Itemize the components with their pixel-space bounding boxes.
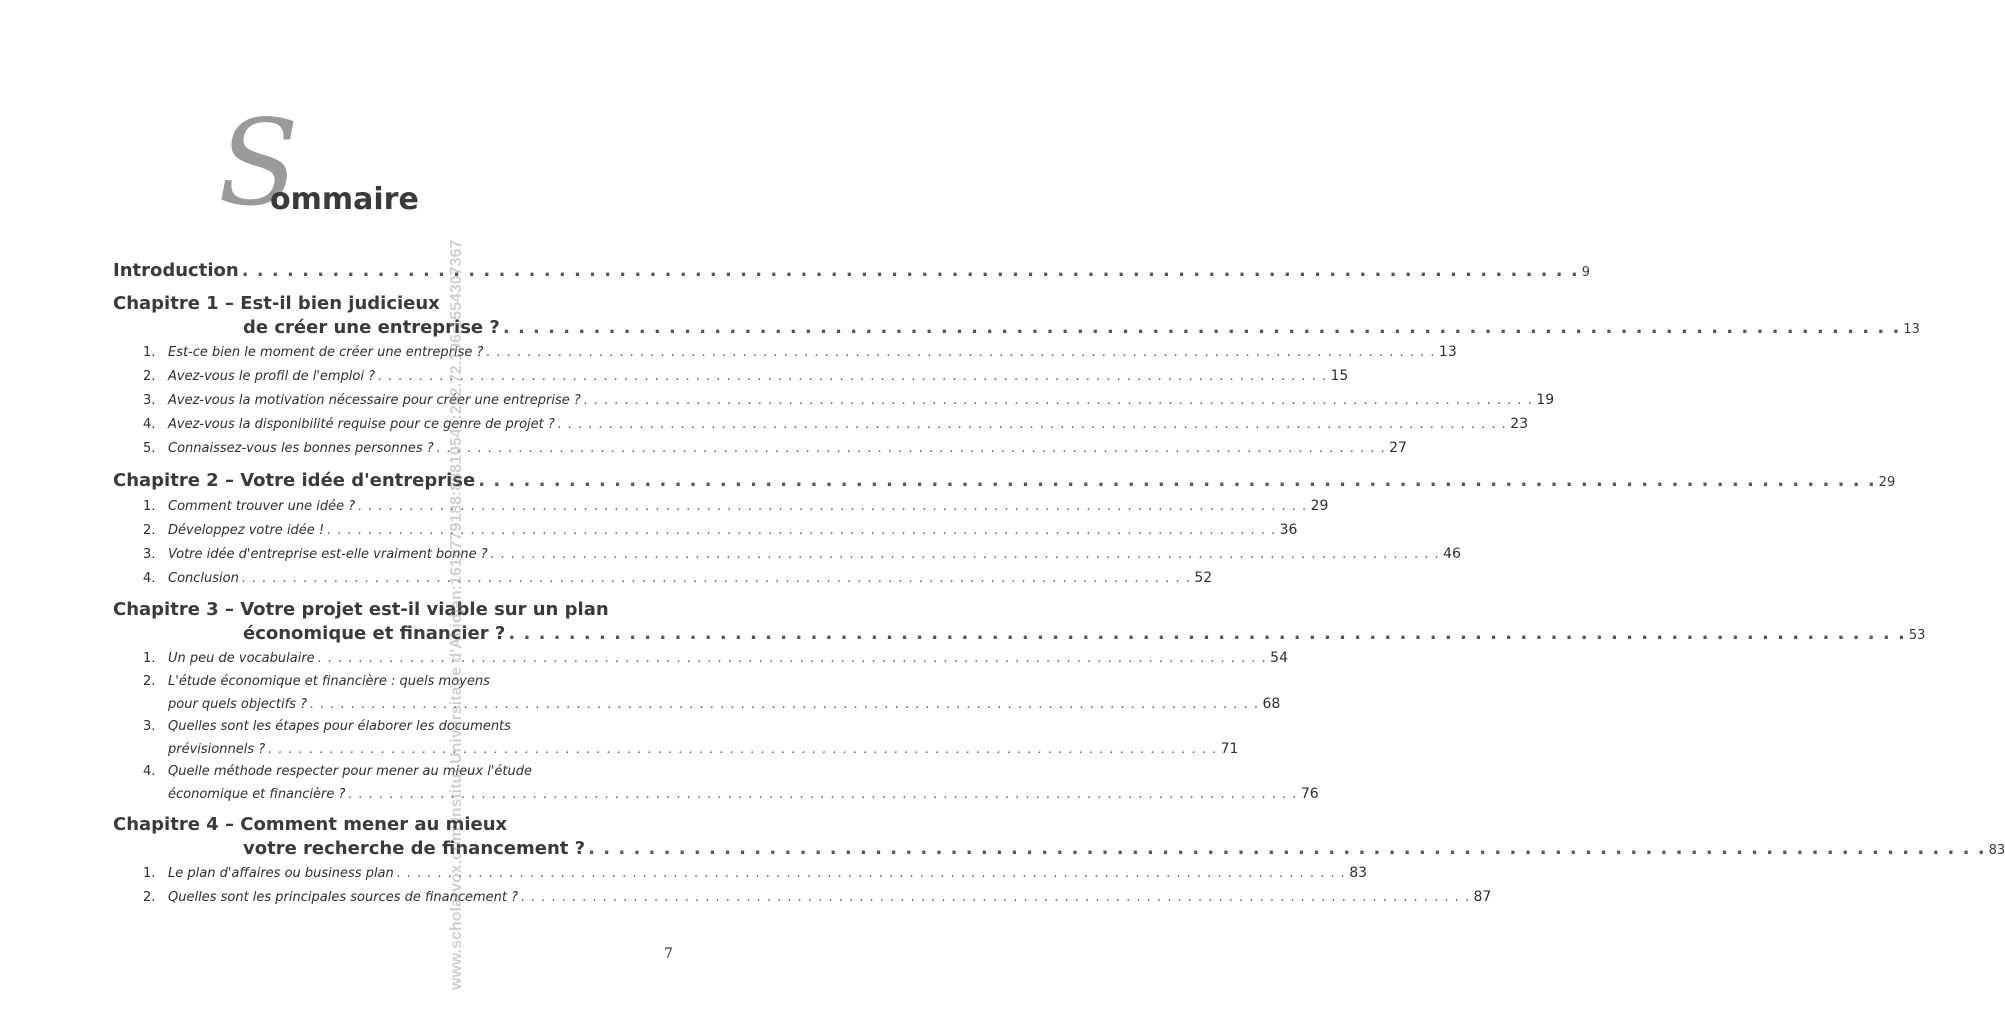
toc-item-page: 83 <box>1349 865 1368 881</box>
dot-leader: . . . . . . . . . . . . . . . . . . . . . . . . . . . . . . . . . . . . . . . . . . . . . . . . . . . . . . . . . . . . . . . . . . . . . . . . . . . . . . . . . . . . . . . . . . . . . <box>348 787 1298 802</box>
toc-item-text: Avez-vous le profil de l'emploi ? <box>168 369 376 384</box>
toc-item[interactable] <box>113 542 1461 566</box>
toc-item-number: 1. <box>143 499 156 514</box>
chapter-title: Chapitre 1 – Est-il bien judicieux <box>113 293 440 314</box>
toc-item-page: 36 <box>1279 522 1298 538</box>
dot-leader: . . . . . . . . . . . . . . . . . . . . . . . . . . . . . . . . . . . . . . . . . . . . . . . . . . . . . . . . . . . . . . . . . . . . . . . . . . . . . . . . . . . . . . . . . . . . . <box>358 499 1308 514</box>
toc-item-number: 4. <box>143 571 156 586</box>
toc-item-page: 29 <box>1310 498 1329 514</box>
toc-item-text: L'étude économique et financière : quels moyens <box>168 674 490 689</box>
toc-item[interactable] <box>113 646 1288 670</box>
toc-item[interactable] <box>113 436 1407 460</box>
chapter-4 <box>113 813 2005 909</box>
dot-leader: . . . . . . . . . . . . . . . . . . . . . . . . . . . . . . . . . . . . . . . . . . . . . . . . . . . . . . . . . . . . . . . . . . . . . . . . . . . . . . . . . . . . . . . . . . . . . <box>309 697 1260 712</box>
page-number: 7 <box>664 946 673 962</box>
chapter-list <box>113 292 2005 909</box>
dot-leader: . . . . . . . . . . . . . . . . . . . . . . . . . . . . . . . . . . . . . . . . . . . . . . . . . . . . . . . . . . . . . . . . . . . . . . . . . . . . . . . . . . . . . . . . . . . . . <box>557 417 1508 432</box>
dot-leader: . . . . . . . . . . . . . . . . . . . . . . . . . . . . . . . . . . . . . . . . . . . . . . . . . . . . . . . . . . . . . . . . . . . . . . . . . . . . . . . . . . . . . . . . . . . . . <box>490 547 1441 562</box>
toc-item-text-continued: pour quels objectifs ? <box>168 697 307 712</box>
toc-item-number: 4. <box>143 764 156 779</box>
chapter-heading-line2[interactable] <box>113 316 1920 340</box>
toc-item-continued[interactable] <box>113 739 1239 760</box>
toc-item-number: 3. <box>143 547 156 562</box>
dot-leader: . . . . . . . . . . . . . . . . . . . . . . . . . . . . . . . . . . . . . . . . . . . . . . . . . . . . . . . . . . . . . . . . . . . . . . . . . . . . . . . . . . . . . . . . . . . . . <box>502 317 1901 338</box>
toc-item-text-continued: prévisionnels ? <box>168 742 266 757</box>
chapter-page: 83 <box>1988 843 2005 858</box>
chapter-2 <box>113 468 1896 590</box>
chapter-heading-line1[interactable] <box>113 813 675 837</box>
toc-item-continued[interactable] <box>113 784 1319 805</box>
dot-leader: . . . . . . . . . . . . . . . . . . . . . . . . . . . . . . . . . . . . . . . . . . . . . . . . . . . . . . . . . . . . . . . . . . . . . . . . . . . . . . . . . . . . . . . . . . . . . <box>268 742 1218 757</box>
chapter-page: 13 <box>1903 322 1920 337</box>
toc-introduction-page: 9 <box>1581 265 1591 280</box>
toc-item[interactable] <box>113 566 1213 590</box>
toc-item-text: Comment trouver une idée ? <box>168 499 356 514</box>
toc-item-page: 27 <box>1389 440 1407 456</box>
chapter-heading[interactable] <box>113 468 1896 494</box>
toc-item[interactable] <box>113 861 1368 885</box>
dot-leader: . . . . . . . . . . . . . . . . . . . . . . . . . . . . . . . . . . . . . . . . . . . . . . . . . . . . . . . . . . . . . . . . . . . . . . . . . . . . . . . . . . . . . . . . . . . . . <box>486 345 1436 360</box>
toc-item-page: 15 <box>1330 368 1349 384</box>
dot-leader: . . . . . . . . . . . . . . . . . . . . . . . . . . . . . . . . . . . . . . . . . . . . . . . . . . . . . . . . . . . . . . . . . . . . . . . . . . . . . . . . . . . . . . . . . . . . . <box>588 838 1986 859</box>
toc-item-page: 19 <box>1536 392 1555 408</box>
toc-item[interactable] <box>113 340 1457 364</box>
title-initial: S <box>218 94 299 232</box>
toc-item-page: 54 <box>1270 650 1288 666</box>
toc-item[interactable] <box>113 364 1349 388</box>
chapter-title-continued: économique et financier ? <box>243 623 506 644</box>
toc-item-page: 52 <box>1194 570 1213 586</box>
toc-item-number: 1. <box>143 651 156 666</box>
title-rest: ommaire <box>270 182 419 217</box>
toc-item-text: Le plan d'affaires ou business plan <box>168 866 394 881</box>
toc-item[interactable] <box>113 494 1329 518</box>
watermark: www.scholarvox.com:Institut Universitaire d'Abidjan:1618779188:88810541:202.72.196:1554307367 <box>448 239 465 990</box>
dot-leader: . . . . . . . . . . . . . . . . . . . . . . . . . . . . . . . . . . . . . . . . . . . . . . . . . . . . . . . . . . . . . . . . . . . . . . . . . . . . . . . . . . . . . . . . . . . . . <box>521 890 1471 905</box>
toc-item-number: 3. <box>143 393 156 408</box>
toc-item-text: Quelle méthode respecter pour mener au mieux l'étude <box>168 764 532 779</box>
toc-item-text: Quelles sont les étapes pour élaborer les documents <box>168 719 511 734</box>
table-of-contents <box>113 258 2005 909</box>
toc-item-text: Quelles sont les principales sources de financement ? <box>168 890 519 905</box>
dot-leader: . . . . . . . . . . . . . . . . . . . . . . . . . . . . . . . . . . . . . . . . . . . . . . . . . . . . . . . . . . . . . . . . . . . . . . . . . . . . . . . . . . . . . . . . . . . . . <box>583 393 1534 408</box>
toc-item-number: 2. <box>143 674 156 689</box>
toc-item[interactable] <box>113 670 675 694</box>
toc-item[interactable] <box>113 885 1492 909</box>
dot-leader: . . . . . . . . . . . . . . . . . . . . . . . . . . . . . . . . . . . . . . . . . . . . . . . . . . . . . . . . . . . . . . . . . . . . . . . . . . . . . . . . . . . . . . . . . . . . . <box>436 441 1387 456</box>
dot-leader: . . . . . . . . . . . . . . . . . . . . . . . . . . . . . . . . . . . . . . . . . . . . . . . . . . . . . . . . . . . . . . . . . . . . . . . . . . . . . . . . . . . . . . . . . <box>241 260 1579 281</box>
toc-item-number: 5. <box>143 441 156 456</box>
chapter-title: Chapitre 2 – Votre idée d'entreprise <box>113 470 476 491</box>
toc-item-page: 68 <box>1262 696 1281 712</box>
chapter-page: 29 <box>1878 475 1896 490</box>
dot-leader: . . . . . . . . . . . . . . . . . . . . . . . . . . . . . . . . . . . . . . . . . . . . . . . . . . . . . . . . . . . . . . . . . . . . . . . . . . . . . . . . . . . . . . . . . . . . . <box>317 651 1268 666</box>
toc-item-number: 2. <box>143 890 156 905</box>
toc-item-page: 13 <box>1438 344 1457 360</box>
toc-item-text-continued: économique et financière ? <box>168 787 346 802</box>
chapter-title-continued: votre recherche de financement ? <box>243 838 586 859</box>
toc-item-number: 2. <box>143 523 156 538</box>
dot-leader: . . . . . . . . . . . . . . . . . . . . . . . . . . . . . . . . . . . . . . . . . . . . . . . . . . . . . . . . . . . . . . . . . . . . . . . . . . . . . . . . . . . . . . . . . . . . . <box>378 369 1328 384</box>
dot-leader: . . . . . . . . . . . . . . . . . . . . . . . . . . . . . . . . . . . . . . . . . . . . . . . . . . . . . . . . . . . . . . . . . . . . . . . . . . . . . . . . . . . . . . . . . . . . . <box>478 470 1876 491</box>
chapter-3 <box>113 598 1926 805</box>
toc-introduction-label: Introduction <box>113 260 239 281</box>
chapter-heading-line1[interactable] <box>113 292 675 316</box>
toc-item-page: 23 <box>1510 416 1529 432</box>
toc-item-text: Conclusion <box>168 571 239 586</box>
toc-item-page: 76 <box>1300 786 1319 802</box>
chapter-title: Chapitre 4 – Comment mener au mieux <box>113 814 508 835</box>
toc-item-page: 87 <box>1473 889 1492 905</box>
toc-introduction[interactable] <box>113 258 1591 284</box>
toc-item-text: Avez-vous la disponibilité requise pour ce genre de projet ? <box>168 417 555 432</box>
toc-item[interactable] <box>113 388 1555 412</box>
toc-item-number: 2. <box>143 369 156 384</box>
toc-item-text: Connaissez-vous les bonnes personnes ? <box>168 441 434 456</box>
chapter-title-continued: de créer une entreprise ? <box>243 317 500 338</box>
toc-item-text: Votre idée d'entreprise est-elle vraiment bonne ? <box>168 547 488 562</box>
toc-item-page: 71 <box>1220 741 1239 757</box>
chapter-1 <box>113 292 1920 460</box>
toc-item-text: Avez-vous la motivation nécessaire pour créer une entreprise ? <box>168 393 581 408</box>
chapter-heading-line2[interactable] <box>113 837 2005 861</box>
toc-item-text: Est-ce bien le moment de créer une entreprise ? <box>168 345 484 360</box>
toc-item[interactable] <box>113 518 1298 542</box>
toc-item-text: Développez votre idée ! <box>168 523 325 538</box>
toc-item-number: 3. <box>143 719 156 734</box>
dot-leader: . . . . . . . . . . . . . . . . . . . . . . . . . . . . . . . . . . . . . . . . . . . . . . . . . . . . . . . . . . . . . . . . . . . . . . . . . . . . . . . . . . . . . . . . . . . . . <box>396 866 1347 881</box>
toc-item-page: 46 <box>1443 546 1461 562</box>
chapter-title: Chapitre 3 – Votre projet est-il viable sur un plan <box>113 599 609 620</box>
chapter-heading-line2[interactable] <box>113 622 1926 646</box>
toc-item[interactable] <box>113 412 1529 436</box>
toc-item-continued[interactable] <box>113 694 1281 715</box>
chapter-page: 53 <box>1908 628 1926 643</box>
toc-item-number: 4. <box>143 417 156 432</box>
toc-item-number: 1. <box>143 866 156 881</box>
dot-leader: . . . . . . . . . . . . . . . . . . . . . . . . . . . . . . . . . . . . . . . . . . . . . . . . . . . . . . . . . . . . . . . . . . . . . . . . . . . . . . . . . . . . . . . . . . . . . <box>508 623 1906 644</box>
toc-item[interactable] <box>113 715 675 739</box>
toc-item-number: 1. <box>143 345 156 360</box>
dot-leader: . . . . . . . . . . . . . . . . . . . . . . . . . . . . . . . . . . . . . . . . . . . . . . . . . . . . . . . . . . . . . . . . . . . . . . . . . . . . . . . . . . . . . . . . . . . . . <box>327 523 1277 538</box>
dot-leader: . . . . . . . . . . . . . . . . . . . . . . . . . . . . . . . . . . . . . . . . . . . . . . . . . . . . . . . . . . . . . . . . . . . . . . . . . . . . . . . . . . . . . . . . . . . . . <box>241 571 1192 586</box>
chapter-heading-line1[interactable] <box>113 598 675 622</box>
toc-item[interactable] <box>113 760 675 784</box>
toc-item-text: Un peu de vocabulaire <box>168 651 315 666</box>
